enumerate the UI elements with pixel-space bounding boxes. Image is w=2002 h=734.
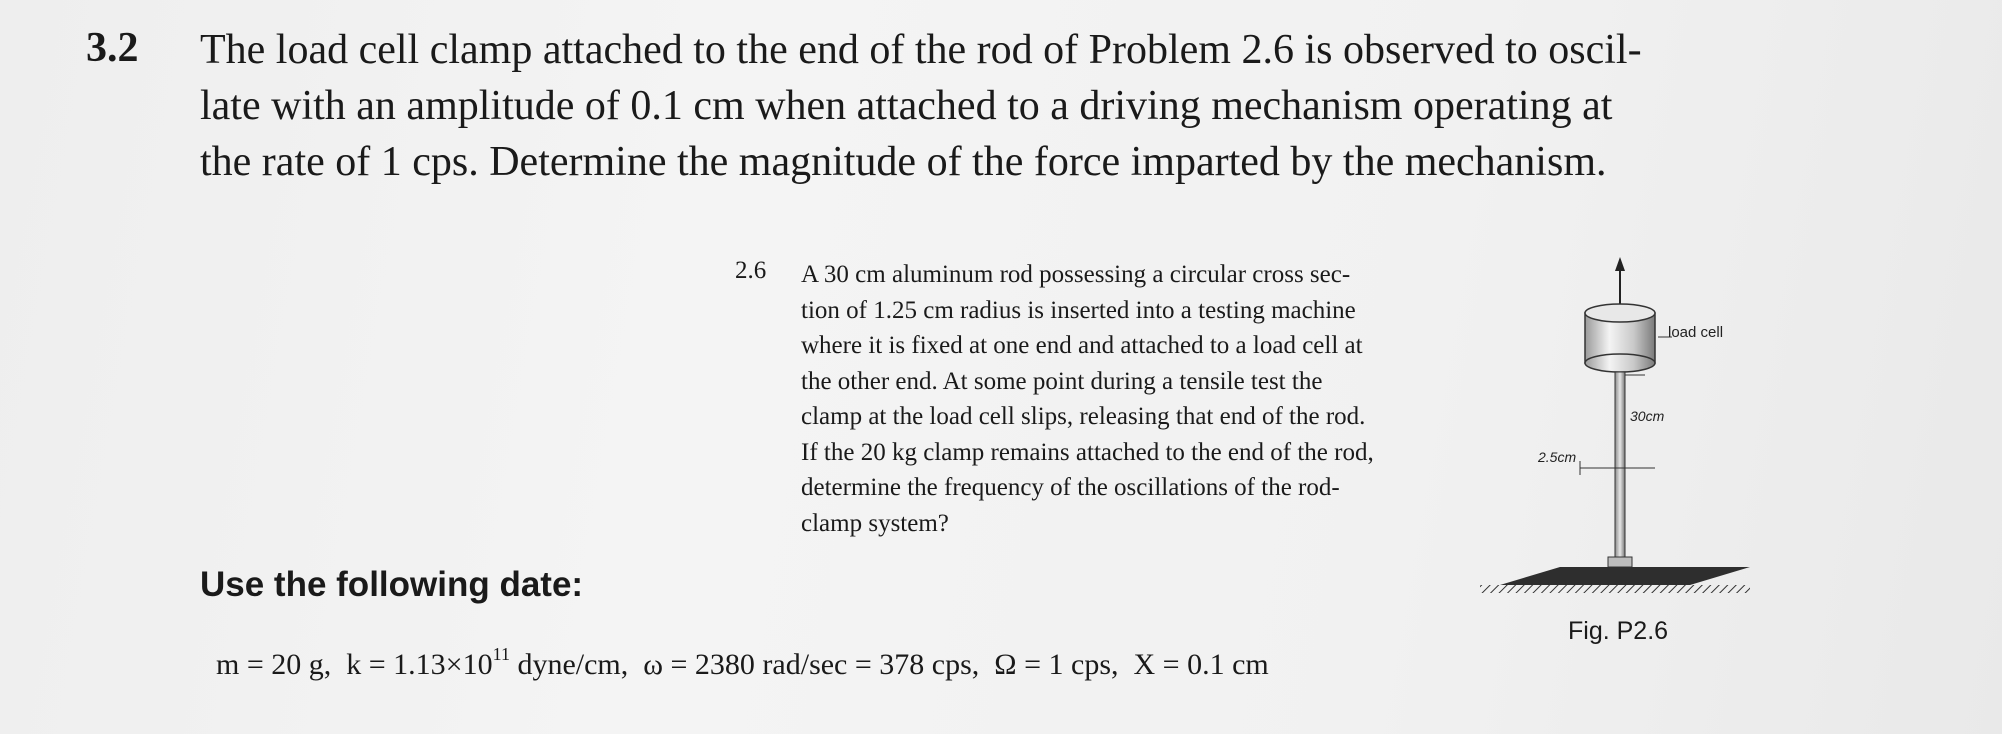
reference-line: clamp at the load cell slips, releasing that end of the rod. — [801, 403, 1366, 430]
stiffness-exponent: 11 — [492, 644, 510, 664]
reference-line: If the 20 kg clamp remains attached to the end of the rod, — [801, 438, 1374, 466]
reference-line: tion of 1.25 cm radius is inserted into a testing machine — [801, 296, 1356, 324]
reference-problem-number: 2.6 — [735, 257, 767, 284]
reference-line: the other end. At some point during a tensile test the — [801, 367, 1323, 395]
problem-line: The load cell clamp attached to the end of the rod of Problem 2.6 is observed to oscil- — [200, 27, 1642, 73]
load-cell-icon — [1585, 304, 1655, 372]
figure-caption: Fig. P2.6 — [1568, 617, 1669, 645]
mass-value: m = 20 g, — [216, 648, 332, 681]
arrow-up-icon — [1615, 257, 1625, 310]
reference-line: determine the frequency of the oscillations of the rod- — [801, 474, 1340, 501]
reference-line: A 30 cm aluminum rod possessing a circular cross sec- — [801, 261, 1351, 288]
load-cell-label: load cell — [1668, 324, 1724, 341]
fixed-base-icon — [1480, 567, 1750, 593]
problem-line: late with an amplitude of 0.1 cm when attached to a driving mechanism operating at — [200, 83, 1613, 129]
reference-line: clamp system? — [801, 509, 949, 537]
reference-problem-statement — [801, 257, 1471, 541]
natural-frequency-value: ω = 2380 rad/sec = 378 cps, — [643, 648, 980, 681]
given-data-line — [216, 644, 1269, 682]
length-label: 30cm — [1630, 408, 1665, 424]
problem-statement — [200, 22, 1760, 190]
data-heading: Use the following date: — [200, 565, 584, 604]
rod-icon — [1615, 372, 1625, 567]
problem-line: the rate of 1 cps. Determine the magnitude of the force imparted by the mechanism. — [200, 139, 1607, 185]
diameter-label: 2.5cm — [1538, 449, 1577, 465]
problem-number: 3.2 — [86, 25, 139, 71]
amplitude-value: X = 0.1 cm — [1133, 648, 1269, 681]
driving-frequency-value: Ω = 1 cps, — [994, 648, 1119, 681]
reference-line: where it is fixed at one end and attached to a load cell at — [801, 332, 1363, 359]
rod-load-cell-figure — [1480, 255, 1750, 595]
stiffness-value: $k = 1.13\times 10^{11}$ dyne/cm, — [346, 644, 629, 681]
